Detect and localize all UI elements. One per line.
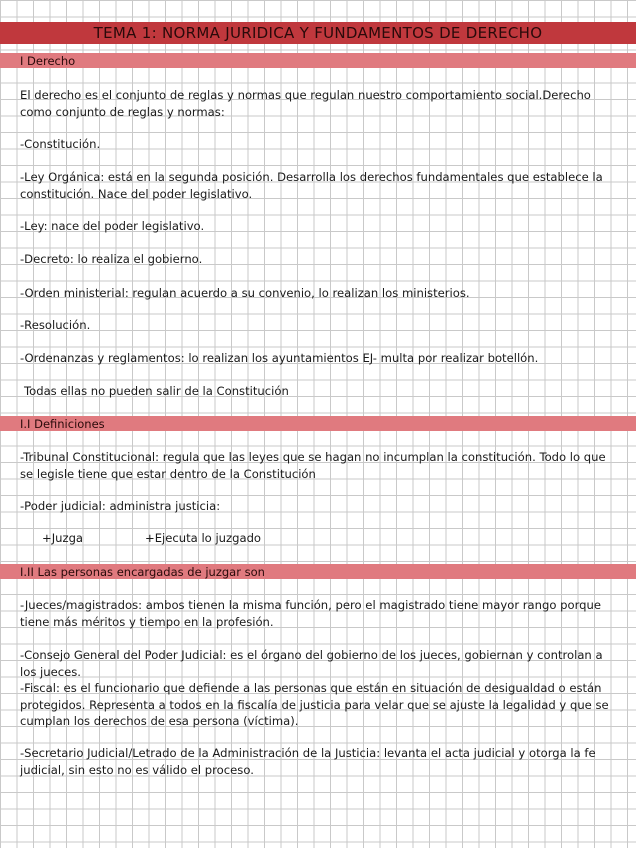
paragraph-resolucion: -Resolución. xyxy=(20,318,91,332)
paragraph-consejo-general: -Consejo General del Poder Judicial: es el órgano del gobierno de los jueces, gobiernan y controlan a los jueces. xyxy=(20,648,603,679)
paragraph-definition: El derecho es el conjunto de reglas y normas que regulan nuestro comportamiento social.Derecho como conjunto de reglas y normas: xyxy=(20,88,591,119)
paragraph-poder-judicial: -Poder judicial: administra justicia: xyxy=(20,499,221,513)
paragraph-orden-ministerial: -Orden ministerial: regulan acuerdo a su convenio, lo realizan los ministerios. xyxy=(20,286,470,300)
title-bar xyxy=(0,22,636,44)
page-title: TEMA 1: NORMA JURIDICA Y FUNDAMENTOS DE DERECHO xyxy=(93,24,543,42)
paragraph-ordenanzas: -Ordenanzas y reglamentos: lo realizan los ayuntamientos EJ- multa por realizar botellón. xyxy=(20,351,539,365)
list-item-juzga: +Juzga xyxy=(42,531,84,545)
list-item-ejecuta: +Ejecuta lo juzgado xyxy=(145,531,262,545)
paragraph-ley: -Ley: nace del poder legislativo. xyxy=(20,219,205,233)
section-heading-text: I.II Las personas encargadas de juzgar son xyxy=(20,564,265,579)
paragraph-tribunal-constitucional: -Tribunal Constitucional: regula que las leyes que se hagan no incumplan la constitución. Todo lo que se legisle tiene que estar dentro de la Constitución xyxy=(20,450,606,481)
paragraph-conclusion: Todas ellas no pueden salir de la Constitución xyxy=(24,384,289,398)
paragraph-decreto: -Decreto: lo realiza el gobierno. xyxy=(20,252,203,266)
section-heading-personas xyxy=(0,564,636,579)
paragraph-ley-organica: -Ley Orgánica: está en la segunda posición. Desarrolla los derechos fundamentales que establece la constitución. Nace del poder legislativo. xyxy=(20,170,603,201)
section-heading-text: I Derecho xyxy=(20,53,76,68)
section-heading-derecho xyxy=(0,53,636,68)
paragraph-secretario: -Secretario Judicial/Letrado de la Administración de la Justicia: levanta el acta judicial y otorga la fe judicial, sin esto no es válido el proceso. xyxy=(20,746,596,777)
section-heading-definiciones xyxy=(0,416,636,431)
paragraph-jueces: -Jueces/magistrados: ambos tienen la misma función, pero el magistrado tiene mayor rango porque tiene más méritos y tiempo en la profesión. xyxy=(20,598,602,629)
paragraph-constitucion: -Constitución. xyxy=(20,137,101,151)
section-heading-text: I.I Definiciones xyxy=(20,416,105,431)
paragraph-fiscal: -Fiscal: es el funcionario que defiende a las personas que están en situación de desigualdad o están protegidos. Representa a todos en la fiscalía de justicia para velar que se ajuste la legalidad y que se cumplan los derechos de esa persona (víctima). xyxy=(20,681,609,728)
